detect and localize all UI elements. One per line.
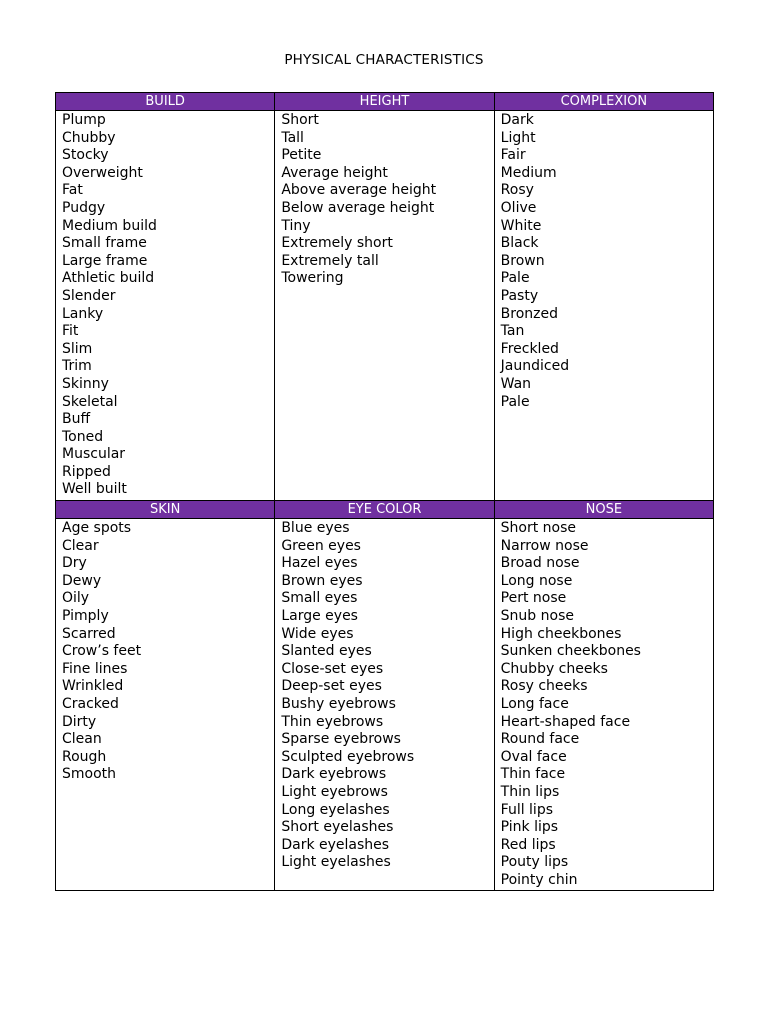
list-item: Pointy chin: [500, 871, 578, 888]
list-item: Full lips: [500, 801, 554, 818]
list-item: Close-set eyes: [281, 660, 384, 677]
list-item: Skeletal: [62, 393, 118, 410]
content-row-bottom: [56, 519, 714, 891]
list-item: Bronzed: [500, 305, 558, 322]
list-item: Long nose: [500, 572, 573, 589]
list-item: Lanky: [62, 305, 104, 322]
header-row-top: [56, 93, 714, 111]
page-title: PHYSICAL CHARACTERISTICS: [284, 52, 484, 68]
eye-color-heading: EYE COLOR: [275, 501, 494, 519]
list-item: Sunken cheekbones: [500, 643, 641, 660]
list-item: Oily: [62, 590, 90, 607]
eye-color-list: [281, 520, 493, 872]
list-item: Cracked: [62, 695, 119, 712]
skin-cell: [56, 519, 275, 891]
list-item: Light eyelashes: [281, 854, 391, 871]
list-item: Tiny: [281, 217, 311, 234]
nose-cell: [494, 519, 713, 891]
list-item: Buff: [62, 411, 91, 428]
list-item: Short eyelashes: [281, 819, 394, 836]
list-item: Clean: [62, 731, 102, 748]
list-item: Pouty lips: [500, 854, 569, 871]
list-item: Below average height: [281, 199, 435, 216]
list-item: Slim: [62, 340, 93, 357]
list-item: Wan: [500, 375, 532, 392]
list-item: Well built: [62, 481, 127, 498]
list-item: Dry: [62, 555, 87, 572]
list-item: Athletic build: [62, 270, 155, 287]
list-item: Light eyebrows: [281, 783, 388, 800]
list-item: Snub nose: [500, 607, 574, 624]
complexion-cell: [494, 111, 713, 501]
list-item: Short nose: [500, 520, 577, 536]
list-item: Round face: [500, 731, 580, 748]
list-item: Rosy: [500, 182, 534, 199]
list-item: Medium: [500, 164, 557, 181]
list-item: Red lips: [500, 836, 556, 853]
nose-heading: NOSE: [494, 501, 713, 519]
list-item: Small frame: [62, 235, 147, 252]
content-row-top: [56, 111, 714, 501]
list-item: Wrinkled: [62, 678, 124, 695]
list-item: Skinny: [62, 375, 109, 392]
list-item: Deep-set eyes: [281, 678, 382, 695]
list-item: Smooth: [62, 766, 117, 783]
height-cell: [275, 111, 494, 501]
list-item: Slanted eyes: [281, 643, 372, 660]
list-item: Large eyes: [281, 607, 358, 624]
height-heading: HEIGHT: [275, 93, 494, 111]
list-item: Bushy eyebrows: [281, 695, 396, 712]
characteristics-table: [55, 92, 714, 891]
list-item: Tan: [500, 323, 525, 340]
list-item: Towering: [281, 270, 344, 287]
list-item: Chubby cheeks: [500, 660, 608, 677]
list-item: Heart-shaped face: [500, 713, 631, 730]
list-item: Pudgy: [62, 199, 106, 216]
list-item: Olive: [500, 199, 537, 216]
list-item: Oval face: [500, 748, 567, 765]
list-item: Blue eyes: [281, 520, 350, 536]
list-item: Pimply: [62, 607, 109, 624]
list-item: Hazel eyes: [281, 555, 358, 572]
list-item: Clear: [62, 537, 99, 554]
list-item: Crow’s feet: [62, 643, 142, 660]
list-item: Large frame: [62, 252, 148, 269]
list-item: Thin face: [500, 766, 566, 783]
list-item: Pink lips: [500, 819, 559, 836]
list-item: Fine lines: [62, 660, 128, 677]
header-row-bottom: [56, 501, 714, 519]
list-item: Pale: [500, 270, 530, 287]
list-item: White: [500, 217, 542, 234]
list-item: Rosy cheeks: [500, 678, 588, 695]
list-item: Fair: [500, 147, 526, 164]
list-item: Rough: [62, 748, 107, 765]
list-item: Fat: [62, 182, 83, 199]
list-item: Sparse eyebrows: [281, 731, 401, 748]
complexion-list: [501, 112, 713, 411]
list-item: Small eyes: [281, 590, 358, 607]
list-item: Dark eyebrows: [281, 766, 387, 783]
list-item: Brown eyes: [281, 572, 363, 589]
list-item: Long face: [500, 695, 569, 712]
list-item: Pale: [500, 393, 530, 410]
skin-heading: SKIN: [56, 501, 275, 519]
list-item: Tall: [281, 129, 304, 146]
list-item: Jaundiced: [500, 358, 570, 375]
list-item: Age spots: [62, 520, 132, 536]
list-item: Brown: [500, 252, 545, 269]
list-item: Trim: [62, 358, 92, 375]
list-item: Overweight: [62, 164, 143, 181]
skin-list: [62, 520, 274, 784]
list-item: Above average height: [281, 182, 437, 199]
list-item: Dark: [500, 112, 534, 128]
list-item: Thin lips: [500, 783, 560, 800]
list-item: Narrow nose: [500, 537, 589, 554]
build-heading: BUILD: [56, 93, 275, 111]
list-item: Medium build: [62, 217, 157, 234]
list-item: Black: [500, 235, 539, 252]
list-item: Slender: [62, 287, 116, 304]
list-item: High cheekbones: [500, 625, 622, 642]
list-item: Pert nose: [500, 590, 567, 607]
list-item: Sculpted eyebrows: [281, 748, 415, 765]
list-item: Short: [281, 112, 319, 128]
list-item: Petite: [281, 147, 322, 164]
list-item: Extremely tall: [281, 252, 379, 269]
list-item: Extremely short: [281, 235, 393, 252]
list-item: Average height: [281, 164, 388, 181]
list-item: Dirty: [62, 713, 97, 730]
list-item: Plump: [62, 112, 106, 128]
list-item: Broad nose: [500, 555, 580, 572]
eye-color-cell: [275, 519, 494, 891]
height-list: [281, 112, 493, 288]
list-item: Scarred: [62, 625, 116, 642]
list-item: Muscular: [62, 446, 126, 463]
list-item: Ripped: [62, 463, 111, 480]
complexion-heading: COMPLEXION: [494, 93, 713, 111]
build-cell: [56, 111, 275, 501]
list-item: Pasty: [500, 287, 539, 304]
list-item: Long eyelashes: [281, 801, 390, 818]
list-item: Green eyes: [281, 537, 361, 554]
list-item: Dark eyelashes: [281, 836, 390, 853]
list-item: Chubby: [62, 129, 116, 146]
list-item: Wide eyes: [281, 625, 354, 642]
list-item: Light: [500, 129, 536, 146]
nose-list: [501, 520, 713, 889]
list-item: Thin eyebrows: [281, 713, 384, 730]
list-item: Fit: [62, 323, 79, 340]
list-item: Toned: [62, 428, 104, 445]
list-item: Stocky: [62, 147, 109, 164]
list-item: Freckled: [500, 340, 559, 357]
list-item: Dewy: [62, 572, 102, 589]
build-list: [62, 112, 274, 499]
